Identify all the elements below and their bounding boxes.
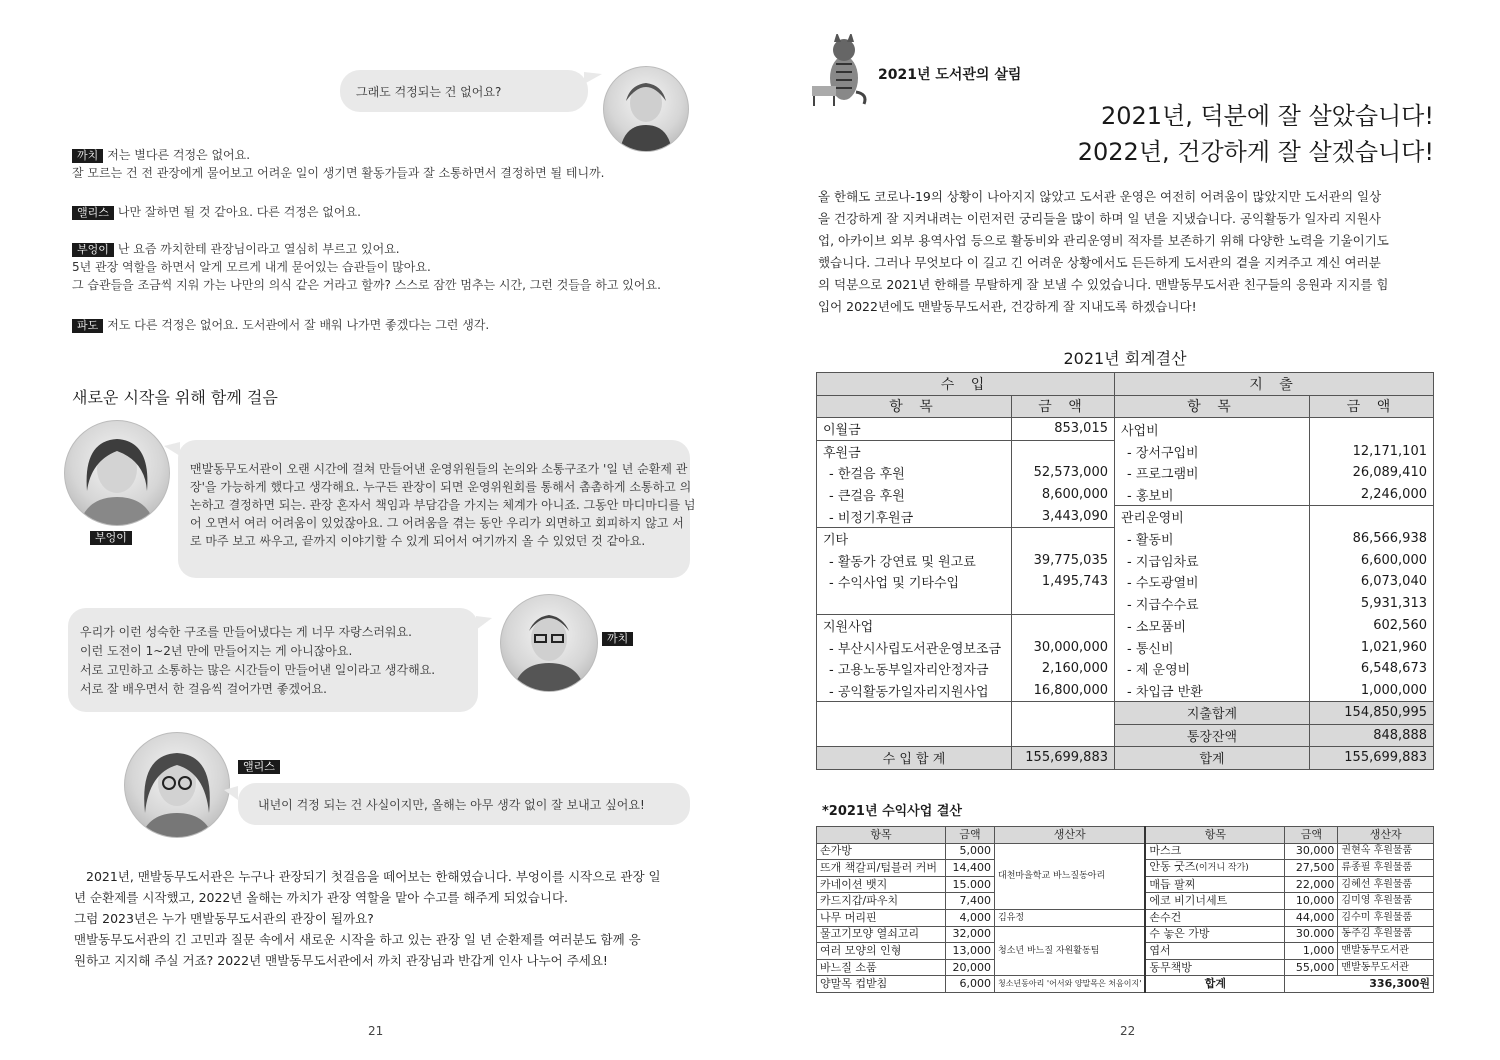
income-amount: 16,800,000 xyxy=(1012,680,1115,702)
empty-cell xyxy=(1012,702,1115,747)
sales-item: 나무 머리핀 xyxy=(817,909,946,926)
answer-line: 5년 관장 역할을 하면서 알게 모르게 내게 묻어있는 습관들이 많아요. xyxy=(72,260,431,274)
header-label: 2021년 도서관의 살림 xyxy=(878,67,1022,83)
income-total: 155,699,883 xyxy=(1012,747,1115,770)
alice-portrait xyxy=(124,732,230,838)
grand-total-label: 합계 xyxy=(1115,747,1310,770)
sales-producer: 대천마을학교 바느질동아리 xyxy=(995,843,1146,909)
paragraph-line: 을 건강하게 잘 지켜내려는 이런저런 궁리들을 많이 하며 일 년을 지냈습니다. 공익활동가 일자리 지원사 xyxy=(818,211,1381,226)
sales-item: 안동 굿즈(이거니 작가) xyxy=(1145,860,1285,877)
expense-item: - 장서구입비 xyxy=(1115,440,1310,462)
sales-amount: 55,000 xyxy=(1285,959,1338,976)
bubble-tail xyxy=(584,72,604,86)
sales-row xyxy=(817,909,1434,926)
sales-amount: 7,400 xyxy=(946,893,995,910)
sales-producer: 김미영 후원물품 xyxy=(1338,893,1434,910)
sales-item: 카네이션 뱃지 xyxy=(817,876,946,893)
sales-amount: 1,000 xyxy=(1285,943,1338,960)
bubble-line: 서로 잘 배우면서 한 걸음씩 걸어가면 좋겠어요. xyxy=(80,682,327,696)
sales-amount: 44,000 xyxy=(1285,909,1338,926)
income-amount: 3,443,090 xyxy=(1012,506,1115,528)
income-item: - 공익활동가일자리지원사업 xyxy=(817,680,1012,702)
income-header: 수 입 xyxy=(817,373,1115,396)
accounts-row xyxy=(817,484,1434,506)
expense-item: - 소모품비 xyxy=(1115,615,1310,637)
expense-item: - 홍보비 xyxy=(1115,484,1310,506)
expense-item: - 지급임차료 xyxy=(1115,550,1310,572)
expense-amount: 6,073,040 xyxy=(1310,571,1434,593)
cat-illustration xyxy=(806,34,870,106)
expense-item: - 차입금 반환 xyxy=(1115,680,1310,702)
answer-alice xyxy=(72,203,361,221)
income-total-label: 수 입 합 계 xyxy=(817,747,1012,770)
accounts-row xyxy=(817,571,1434,593)
owl-portrait xyxy=(64,420,170,526)
answer-line: 앨리스 나만 잘하면 될 것 같아요. 다른 걱정은 없어요. xyxy=(72,203,361,221)
expense-item: - 활동비 xyxy=(1115,528,1310,550)
sales-producer: 김혜선 후원물품 xyxy=(1338,876,1434,893)
sales-item: 카드지갑/파우치 xyxy=(817,893,946,910)
owl-bubble xyxy=(178,440,696,578)
headline-line: 2021년, 덕분에 잘 살았습니다! xyxy=(1100,102,1434,130)
expense-amount: 6,600,000 xyxy=(1310,550,1434,572)
expense-amount: 86,566,938 xyxy=(1310,528,1434,550)
sales-item: 뜨개 책갈피/텀블러 커버 xyxy=(817,860,946,877)
sales-producer: 청소년 바느질 자원활동팀 xyxy=(995,926,1146,976)
answer-magpie xyxy=(72,146,605,182)
expense-amount: 1,000,000 xyxy=(1310,680,1434,702)
sales-item: 바느질 소품 xyxy=(817,959,946,976)
accounts-table xyxy=(816,372,1434,770)
interviewer-portrait xyxy=(603,66,689,152)
accounts-row xyxy=(817,440,1434,462)
accounts-row xyxy=(817,418,1434,441)
section-title: 새로운 시작을 위해 함께 걸음 xyxy=(72,388,278,407)
answer-line: 까치 저는 별다른 걱정은 없어요. xyxy=(72,146,605,164)
bubble-line: 맨발동무도서관이 오랜 시간에 걸쳐 만들어낸 운영위원들의 논의와 소통구조가 '일 년 순환제 관 xyxy=(190,462,688,476)
sales-item: 에코 비기너세트 xyxy=(1145,893,1285,910)
answer-line: 파도 저도 다른 걱정은 없어요. 도서관에서 잘 배워 나가면 좋겠다는 그런 생각. xyxy=(72,316,489,334)
accounts-row xyxy=(817,637,1434,659)
sales-producer: 청소년동아리 '어서와 양말목은 처음이지' xyxy=(995,976,1146,993)
sales-producer: 동주김 후원물품 xyxy=(1338,926,1434,943)
income-item: - 비정기후원금 xyxy=(817,506,1012,528)
expense-amount: 5,931,313 xyxy=(1310,593,1434,615)
income-amount: 39,775,035 xyxy=(1012,550,1115,572)
bubble-line: 어 오면서 여러 어려움이 있었잖아요. 그 어려움을 겪는 동안 우리가 외면하고 회피하지 않고 서 xyxy=(190,516,684,530)
expense-sum: 154,850,995 xyxy=(1310,702,1434,725)
sales-row xyxy=(817,976,1434,993)
paragraph-line: 맨발동무도서관의 긴 고민과 질문 속에서 새로운 시작을 하고 있는 관장 일 년 순환제를 여러분도 함께 응 xyxy=(74,932,641,947)
bubble-line: 로 마주 보고 싸우고, 끝까지 이야기할 수 있게 되어서 여기까지 올 수 있었던 것 같아요. xyxy=(190,534,646,548)
accounts-row xyxy=(817,593,1434,615)
producer-header: 생산자 xyxy=(995,827,1146,844)
income-item: - 고용노동부일자리안정자금 xyxy=(817,658,1012,680)
expense-item: - 통신비 xyxy=(1115,637,1310,659)
question-text: 그래도 걱정되는 건 없어요? xyxy=(356,85,502,99)
speaker-tag: 앨리스 xyxy=(72,206,114,220)
bubble-line: 논하고 결정하면 되는. 관장 혼자서 책임과 부담감을 가지는 체계가 아니죠. 그동안 마디마디를 넘 xyxy=(190,498,696,512)
income-amount xyxy=(1012,593,1115,615)
sales-item: 수 놓은 가방 xyxy=(1145,926,1285,943)
sales-amount: 5,000 xyxy=(946,843,995,860)
answer-owl xyxy=(72,240,661,294)
expense-item: - 제 운영비 xyxy=(1115,658,1310,680)
question-bubble xyxy=(340,70,588,112)
expense-amount: 2,246,000 xyxy=(1310,484,1434,506)
right-page xyxy=(750,0,1500,1060)
sales-producer: 김수미 후원물품 xyxy=(1338,909,1434,926)
answer-wave xyxy=(72,316,489,334)
expense-amount: 6,548,673 xyxy=(1310,658,1434,680)
item-header: 항 목 xyxy=(817,395,1012,418)
name-tag-alice: 앨리스 xyxy=(238,760,280,774)
expense-amount xyxy=(1310,418,1434,441)
sales-producer: 김유정 xyxy=(995,909,1146,926)
page-number: 21 xyxy=(368,1024,384,1038)
income-amount xyxy=(1012,615,1115,637)
sales-row xyxy=(817,843,1434,860)
income-amount: 8,600,000 xyxy=(1012,484,1115,506)
sales-amount: 20,000 xyxy=(946,959,995,976)
income-item: 후원금 xyxy=(817,440,1012,462)
answer-line: 부엉이 난 요즘 까치한테 관장님이라고 열심히 부르고 있어요. xyxy=(72,240,661,258)
sales-producer: 맨발동무도서관 xyxy=(1338,959,1434,976)
expense-header: 지 출 xyxy=(1115,373,1434,396)
speaker-tag: 파도 xyxy=(72,319,103,333)
sales-item: 양말목 컵받침 xyxy=(817,976,946,993)
expense-item: - 수도광열비 xyxy=(1115,571,1310,593)
closing-paragraph xyxy=(74,866,661,971)
sales-item: 손수건 xyxy=(1145,909,1285,926)
bubble-line: 이런 도전이 1~2년 만에 만들어지는 게 아니잖아요. xyxy=(80,644,353,658)
bubble-tail xyxy=(476,616,494,632)
balance-amount: 848,888 xyxy=(1310,724,1434,747)
sales-table xyxy=(816,826,1434,993)
answer-line: 잘 모르는 건 전 관장에게 물어보고 어려운 일이 생기면 활동가들과 잘 소통하면서 결정하면 될 테니까. xyxy=(72,166,605,180)
amount-header: 금 액 xyxy=(1012,395,1115,418)
sales-item: 여러 모양의 인형 xyxy=(817,943,946,960)
sales-amount: 30.000 xyxy=(1285,926,1338,943)
amount-header: 금액 xyxy=(946,827,995,844)
magpie-portrait xyxy=(500,594,598,692)
sales-total: 336,300원 xyxy=(1285,976,1434,993)
sales-item: 손가방 xyxy=(817,843,946,860)
income-amount: 2,160,000 xyxy=(1012,658,1115,680)
empty-cell xyxy=(817,702,1012,747)
bubble-line: 우리가 이런 성숙한 구조를 만들어냈다는 게 너무 자랑스러워요. xyxy=(80,625,412,639)
sales-amount: 30,000 xyxy=(1285,843,1338,860)
accounts-row xyxy=(817,680,1434,702)
item-header: 항목 xyxy=(1145,827,1285,844)
sales-producer: 권현옥 후원물품 xyxy=(1338,843,1434,860)
income-item: - 한걸음 후원 xyxy=(817,462,1012,484)
sales-item: 마스크 xyxy=(1145,843,1285,860)
sales-amount: 10,000 xyxy=(1285,893,1338,910)
income-item: - 수익사업 및 기타수입 xyxy=(817,571,1012,593)
expense-sum-label: 지출합계 xyxy=(1115,702,1310,725)
sales-producer: 류종필 후원물품 xyxy=(1338,860,1434,877)
expense-amount xyxy=(1310,506,1434,528)
amount-header: 금액 xyxy=(1285,827,1338,844)
sales-amount: 4,000 xyxy=(946,909,995,926)
sales-amount: 27,500 xyxy=(1285,860,1338,877)
balance-label: 통장잔액 xyxy=(1115,724,1310,747)
item-header: 항 목 xyxy=(1115,395,1310,418)
sales-title: *2021년 수익사업 결산 xyxy=(822,804,962,819)
accounts-title: 2021년 회계결산 xyxy=(1063,349,1187,368)
accounts-row xyxy=(817,506,1434,528)
income-amount: 30,000,000 xyxy=(1012,637,1115,659)
sales-producer: 맨발동무도서관 xyxy=(1338,943,1434,960)
sales-item: 동무책방 xyxy=(1145,959,1285,976)
income-amount xyxy=(1012,528,1115,550)
sales-total-label: 합계 xyxy=(1145,976,1285,993)
sales-item: 매듭 팔찌 xyxy=(1145,876,1285,893)
paragraph-line: 업, 아카이브 외부 용역사업 등으로 활동비와 관리운영비 적자를 보존하기 위해 다양한 노력을 기울이기도 xyxy=(818,233,1389,248)
bubble-line: 장'을 가능하게 했다고 생각해요. 누구든 관장이 되면 운영위원회를 통해서 촘촘하게 소통하고 의 xyxy=(190,480,692,494)
bubble-line: 내년이 걱정 되는 건 사실이지만, 올해는 아무 생각 없이 잘 보내고 싶어요! xyxy=(258,798,645,812)
sales-amount: 32,000 xyxy=(946,926,995,943)
income-item: - 부산시사립도서관운영보조금 xyxy=(817,637,1012,659)
sales-amount: 14,400 xyxy=(946,860,995,877)
producer-header: 생산자 xyxy=(1338,827,1434,844)
paragraph-line: 그럼 2023년은 누가 맨발동무도서관의 관장이 될까요? xyxy=(74,911,374,926)
expense-item: 사업비 xyxy=(1115,418,1310,441)
paragraph-line: 입어 2022년에도 맨발동무도서관, 건강하게 잘 지내도록 하겠습니다! xyxy=(818,299,1197,314)
sales-amount: 6,000 xyxy=(946,976,995,993)
paragraph-line: 의 덕분으로 2021년 한해를 무탈하게 잘 보낼 수 있었습니다. 맨발동무도서관 친구들의 응원과 지지를 힘 xyxy=(818,277,1389,292)
name-tag-owl: 부엉이 xyxy=(90,531,132,545)
expense-item: 관리운영비 xyxy=(1115,506,1310,528)
income-item: 기타 xyxy=(817,528,1012,550)
intro-paragraph xyxy=(818,186,1389,318)
expense-item: - 지급수수료 xyxy=(1115,593,1310,615)
item-header: 항목 xyxy=(817,827,946,844)
income-amount: 52,573,000 xyxy=(1012,462,1115,484)
amount-header: 금 액 xyxy=(1310,395,1434,418)
expense-amount: 12,171,101 xyxy=(1310,440,1434,462)
paragraph-line: 했습니다. 그러나 무엇보다 이 길고 긴 어려운 상황에서도 든든하게 도서관의 곁을 지켜주고 계신 여러분 xyxy=(818,255,1381,270)
income-amount: 1,495,743 xyxy=(1012,571,1115,593)
sales-amount: 15.000 xyxy=(946,876,995,893)
sales-amount: 22,000 xyxy=(1285,876,1338,893)
income-item: - 활동가 강연료 및 원고료 xyxy=(817,550,1012,572)
sales-amount: 13,000 xyxy=(946,943,995,960)
sales-item: 엽서 xyxy=(1145,943,1285,960)
income-item: - 큰걸음 후원 xyxy=(817,484,1012,506)
grand-total: 155,699,883 xyxy=(1310,747,1434,770)
accounts-row xyxy=(817,550,1434,572)
headline xyxy=(1078,98,1434,170)
accounts-row xyxy=(817,528,1434,550)
expense-amount: 1,021,960 xyxy=(1310,637,1434,659)
accounts-row xyxy=(817,658,1434,680)
alice-bubble xyxy=(238,783,690,825)
paragraph-line: 올 한해도 코로나-19의 상황이 나아지지 않았고 도서관 운영은 여전히 어려움이 많았지만 도서관의 일상 xyxy=(818,189,1382,204)
answer-line: 그 습관들을 조금씩 지워 가는 나만의 의식 같은 거라고 할까? 스스로 잠깐 멈추는 시간, 그런 것들을 하고 있어요. xyxy=(72,278,661,292)
speaker-tag: 부엉이 xyxy=(72,243,114,257)
paragraph-line: 년 순환제를 시작했고, 2022년 올해는 까치가 관장 역할을 맡아 수고를 해주게 되었습니다. xyxy=(74,890,569,905)
bubble-line: 서로 고민하고 소통하는 많은 시간들이 만들어낸 일이라고 생각해요. xyxy=(80,663,436,677)
paragraph-line: 원하고 지지해 주실 거죠? 2022년 맨발동무도서관에서 까치 관장님과 반갑게 인사 나누어 주세요! xyxy=(74,953,608,968)
income-amount: 853,015 xyxy=(1012,418,1115,441)
page-number: 22 xyxy=(1120,1024,1136,1038)
magpie-bubble xyxy=(68,608,478,712)
income-item: 이월금 xyxy=(817,418,1012,441)
income-item: 지원사업 xyxy=(817,615,1012,637)
sales-item: 물고기모양 열쇠고리 xyxy=(817,926,946,943)
headline-line: 2022년, 건강하게 잘 살겠습니다! xyxy=(1077,138,1434,166)
paragraph-line: 2021년, 맨발동무도서관은 누구나 관장되기 첫걸음을 떼어보는 한해였습니다. 부엉이를 시작으로 관장 일 xyxy=(86,869,661,884)
sales-row xyxy=(817,926,1434,943)
expense-amount: 602,560 xyxy=(1310,615,1434,637)
expense-item: - 프로그램비 xyxy=(1115,462,1310,484)
name-tag-magpie: 까치 xyxy=(602,632,633,646)
accounts-row xyxy=(817,615,1434,637)
income-item xyxy=(817,593,1012,615)
speaker-tag: 까치 xyxy=(72,149,103,163)
accounts-row xyxy=(817,462,1434,484)
income-amount xyxy=(1012,440,1115,462)
expense-amount: 26,089,410 xyxy=(1310,462,1434,484)
